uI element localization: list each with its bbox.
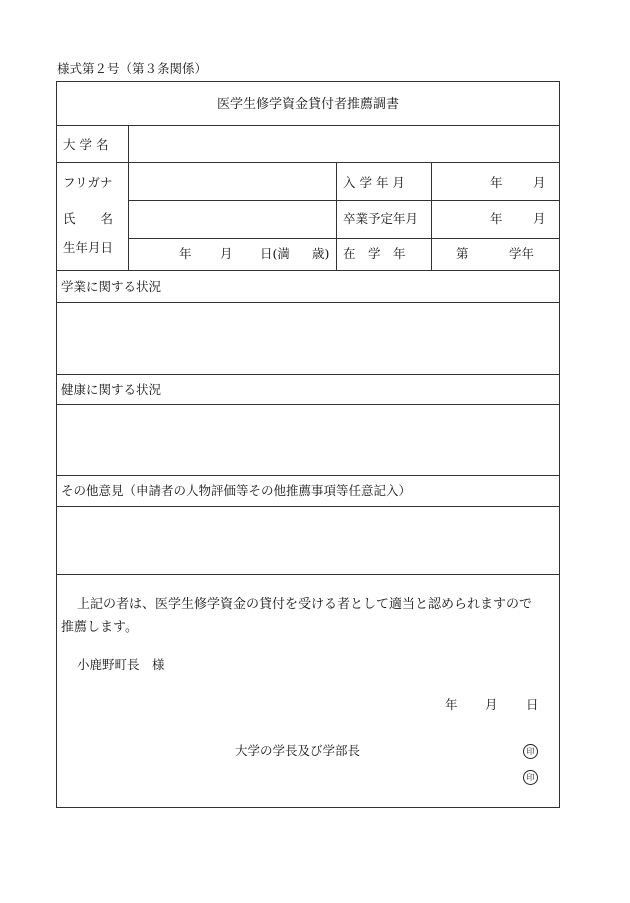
divider: [57, 574, 559, 575]
date-day-unit: 日: [526, 697, 539, 712]
recommendation-statement-cont: 推薦します。: [61, 620, 138, 635]
furigana-field[interactable]: [130, 164, 335, 199]
divider: [57, 506, 559, 507]
seal-mark-icon: 印: [523, 744, 538, 759]
addressee: 小鹿野町長 様: [77, 657, 165, 672]
recommendation-statement: 上記の者は、医学生修学資金の貸付を受ける者として適当と認められますので: [77, 597, 533, 612]
graduation-month-unit: 月: [533, 211, 546, 226]
birth-age-unit: 歳): [312, 246, 330, 261]
date-year-unit: 年: [445, 697, 458, 712]
other-opinion-field[interactable]: [59, 508, 557, 573]
grade-field[interactable]: [433, 240, 557, 269]
birthdate-label: 生年月日: [63, 240, 114, 255]
birth-month-unit: 月: [220, 246, 233, 261]
birth-day-unit: 日(満: [260, 246, 290, 261]
other-opinion-heading: その他意見（申請者の人物評価等その他推薦事項等任意記入）: [61, 483, 412, 498]
form-title: 医学生修学資金貸付者推薦調書: [216, 97, 399, 112]
grade-suffix: 学年: [509, 246, 535, 261]
divider: [57, 125, 559, 126]
enrollment-label: 入 学 年 月: [343, 175, 405, 190]
divider: [128, 238, 559, 239]
enrollment-month-unit: 月: [533, 175, 546, 190]
form-number: 様式第２号（第３条関係）: [57, 61, 208, 76]
divider: [57, 475, 559, 476]
enrollment-year-unit: 年: [490, 175, 503, 190]
graduation-field[interactable]: [433, 202, 557, 237]
divider: [431, 162, 432, 270]
graduation-year-unit: 年: [490, 211, 503, 226]
university-label: 大 学 名: [63, 137, 109, 152]
divider: [128, 200, 559, 201]
signatory-label: 大学の学長及び学部長: [235, 743, 361, 758]
divider: [57, 162, 559, 163]
name-label: 氏 名: [63, 211, 114, 226]
divider: [57, 302, 559, 303]
name-field[interactable]: [130, 202, 335, 237]
academic-status-field[interactable]: [59, 304, 557, 373]
furigana-label: フリガナ: [63, 175, 113, 190]
birth-year-unit: 年: [179, 246, 192, 261]
grade-label: 在 学 年: [343, 246, 406, 261]
divider: [57, 270, 559, 271]
divider: [128, 125, 129, 270]
enrollment-field[interactable]: [433, 164, 557, 199]
grade-prefix: 第: [456, 246, 469, 261]
seal-mark-icon: 印: [523, 770, 538, 785]
date-month-unit: 月: [485, 697, 498, 712]
university-field[interactable]: [130, 127, 557, 161]
divider: [57, 374, 559, 375]
divider: [57, 404, 559, 405]
divider: [336, 162, 337, 270]
academic-status-heading: 学業に関する状況: [61, 279, 162, 294]
graduation-label: 卒業予定年月: [343, 211, 419, 226]
health-status-heading: 健康に関する状況: [61, 382, 162, 397]
recommendation-form: [56, 81, 560, 808]
health-status-field[interactable]: [59, 406, 557, 474]
